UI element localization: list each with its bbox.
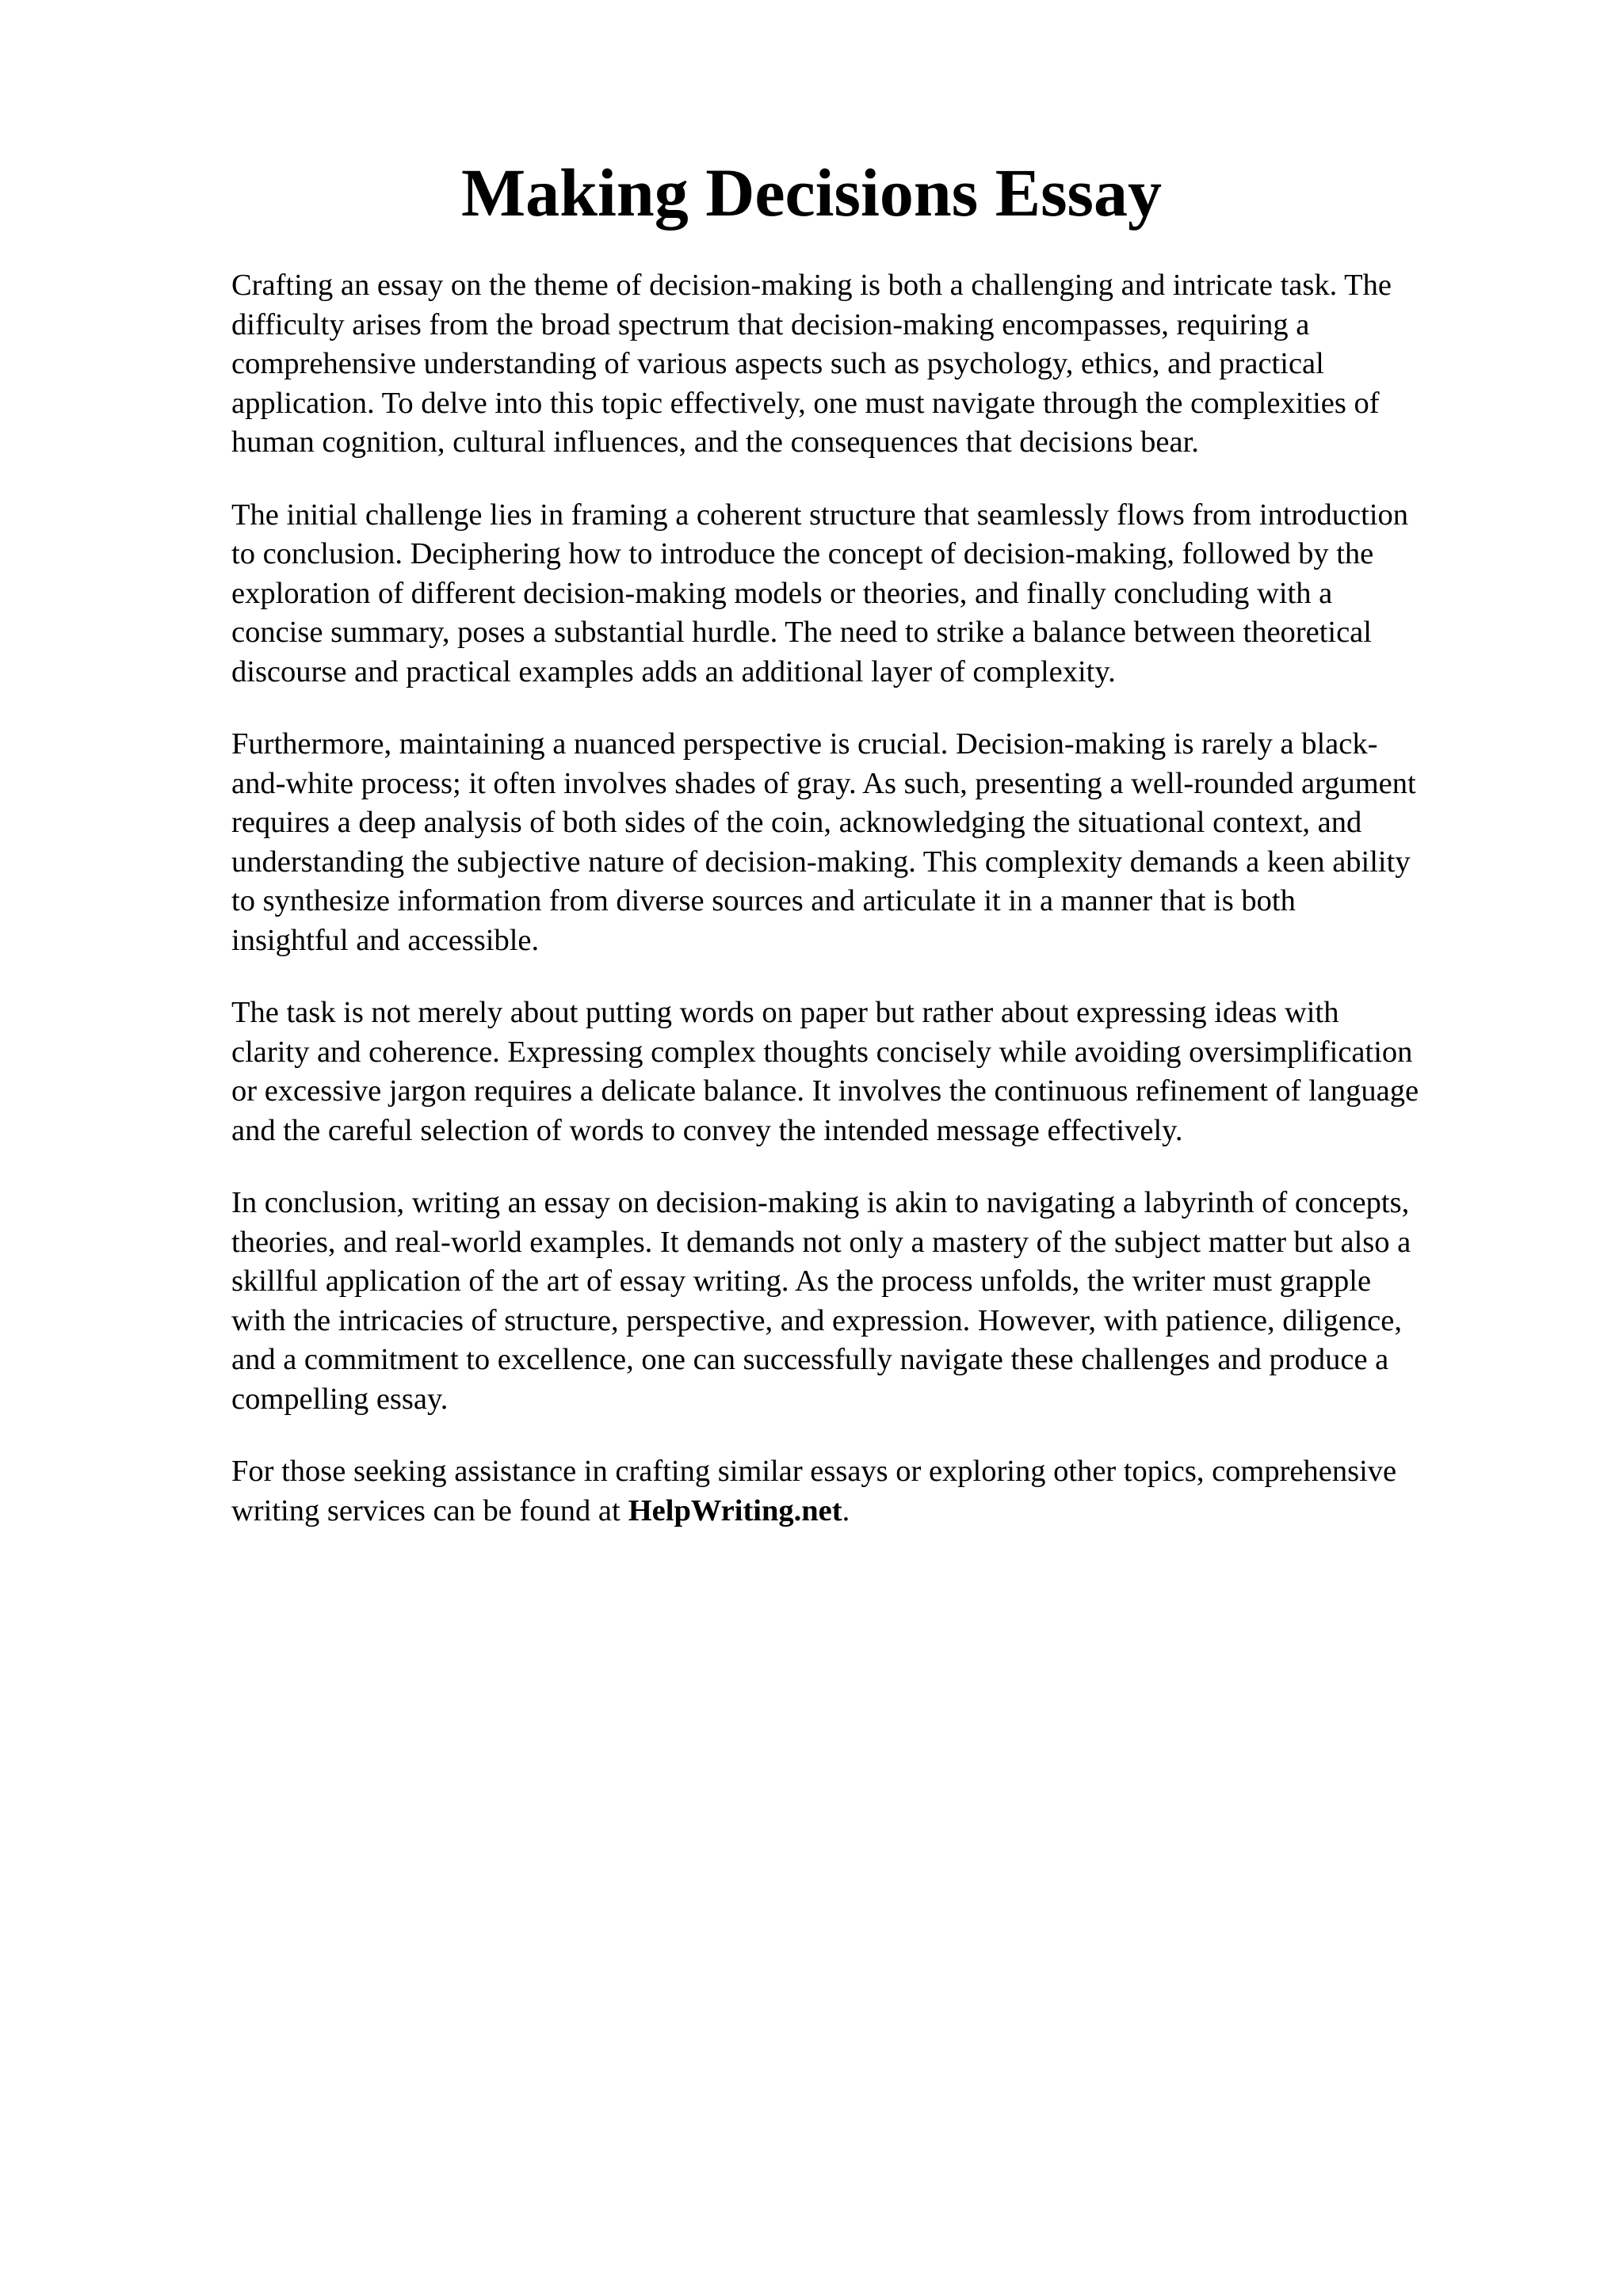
helpwriting-link[interactable]: HelpWriting.net [628,1493,842,1527]
paragraph-2 [231,496,1531,692]
paragraph-line: application. To delve into this topic effectively, one must navigate through the complexities of [231,386,1380,420]
paragraph-line: requires a deep analysis of both sides of the coin, acknowledging the situational context, and [231,806,1362,839]
page-title: Making Decisions Essay [460,154,1163,231]
paragraph-line: theories, and real-world examples. It demands not only a mastery of the subject matter but also a [231,1225,1411,1259]
paragraph-line: exploration of different decision-making models or theories, and finally concluding with a [231,576,1333,610]
paragraph-line: and the careful selection of words to convey the intended message effectively. [231,1113,1183,1147]
paragraph-line: insightful and accessible. [231,923,540,957]
paragraph-line: to synthesize information from diverse sources and articulate it in a manner that is both [231,884,1296,917]
paragraph-line: and-white process; it often involves shades of gray. As such, presenting a well-rounded argument [231,766,1416,800]
paragraph-1 [231,266,1531,463]
paragraph-line: comprehensive understanding of various aspects such as psychology, ethics, and practical [231,347,1324,380]
paragraph-4 [231,994,1531,1150]
paragraph-line: The task is not merely about putting words on paper but rather about expressing ideas with [231,996,1339,1029]
paragraph-line: skillful application of the art of essay writing. As the process unfolds, the writer must grapple [231,1264,1372,1298]
paragraph-5 [231,1184,1531,1419]
paragraph-line: human cognition, cultural influences, and the consequences that decisions bear. [231,425,1199,459]
paragraph-line: Furthermore, maintaining a nuanced perspective is crucial. Decision-making is rarely a black- [231,727,1378,761]
paragraph-line: to conclusion. Deciphering how to introduce the concept of decision-making, followed by the [231,537,1374,570]
essay-body [231,266,1531,1564]
paragraph-line: with the intricacies of structure, perspective, and expression. However, with patience, diligence, [231,1303,1402,1337]
paragraph-line: difficulty arises from the broad spectrum that decision-making encompasses, requiring a [231,307,1310,341]
paragraph-line: and a commitment to excellence, one can successfully navigate these challenges and produce a [231,1343,1389,1376]
paragraph-line: The initial challenge lies in framing a coherent structure that seamlessly flows from introduction [231,498,1409,532]
paragraph-line: For those seeking assistance in crafting similar essays or exploring other topics, comprehensive [231,1455,1397,1488]
paragraph-line: writing services can be found at [231,1493,621,1527]
paragraph-line: In conclusion, writing an essay on decision-making is akin to navigating a labyrinth of concepts, [231,1186,1410,1219]
paragraph-line: Crafting an essay on the theme of decision-making is both a challenging and intricate task. The [231,269,1392,302]
closing-period: . [842,1493,850,1527]
paragraph-3 [231,725,1531,960]
paragraph-line: or excessive jargon requires a delicate balance. It involves the continuous refinement of language [231,1074,1419,1108]
paragraph-line: compelling essay. [231,1382,449,1416]
paragraph-line: understanding the subjective nature of decision-making. This complexity demands a keen ability [231,845,1411,879]
paragraph-line: discourse and practical examples adds an additional layer of complexity. [231,654,1116,688]
paragraph-line: clarity and coherence. Expressing complex thoughts concisely while avoiding oversimplification [231,1035,1413,1069]
closing-paragraph [231,1452,1531,1531]
paragraph-line: concise summary, poses a substantial hurdle. The need to strike a balance between theoretical [231,616,1372,649]
